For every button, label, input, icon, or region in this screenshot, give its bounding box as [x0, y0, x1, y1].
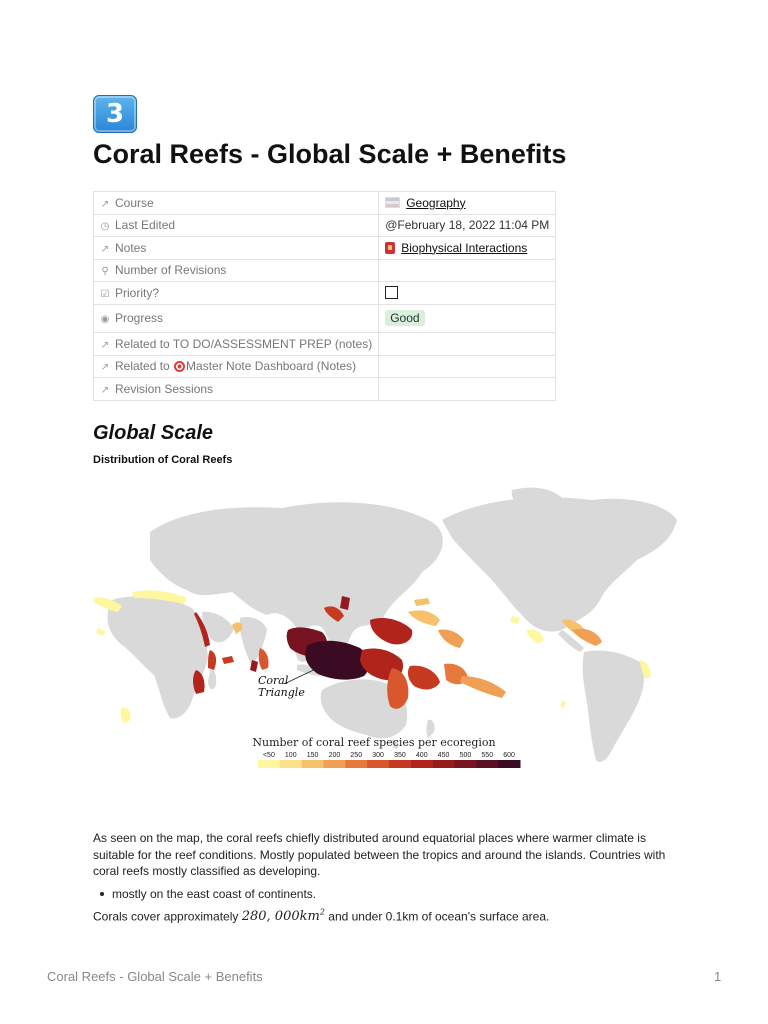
legend-swatch: [302, 760, 324, 768]
list-item: [100, 887, 316, 901]
corals-sentence: [93, 908, 549, 924]
legend-swatch: [258, 760, 280, 768]
book-icon: [385, 242, 395, 254]
coral-reef-map-svg: [92, 480, 682, 810]
math-exponent: 2: [319, 908, 325, 917]
legend-swatch: [280, 760, 302, 768]
legend-label: 550: [481, 752, 494, 759]
legend-label: 350: [394, 752, 406, 759]
body-paragraph: As seen on the map, the coral reefs chiefly distributed around equatorial places where warmer climate is suitable for the reef conditions. Mostly populated between the tropics and around the islands. Countries with coral reefs mostly classified as developing.: [93, 831, 666, 878]
corals-math: [242, 909, 325, 924]
arrow-northeast-icon: ↗: [100, 339, 110, 351]
legend-swatch: [324, 760, 346, 768]
property-label: Related to: [115, 359, 174, 374]
properties-table: [93, 191, 556, 401]
legend-swatch: [411, 760, 433, 768]
target-icon: [174, 361, 185, 372]
legend-label: 250: [350, 752, 363, 759]
search-icon: ⚲: [101, 266, 109, 278]
legend-labels: [263, 752, 515, 759]
keycap-3-icon: 3: [93, 95, 137, 133]
footer-page-number: 1: [714, 969, 722, 984]
legend-label: 450: [437, 752, 450, 759]
course-link[interactable]: Geography: [406, 195, 466, 210]
corals-text-after: and under 0.1km of ocean's surface area.: [324, 909, 550, 924]
last-edited-value: @February 18, 2022 11:04 PM: [379, 214, 556, 237]
legend-label: 150: [306, 752, 319, 759]
property-row-last-edited[interactable]: [94, 214, 556, 237]
legend-label: 500: [459, 752, 472, 759]
legend-swatch: [367, 760, 389, 768]
related-dashboard-value[interactable]: [379, 355, 556, 378]
arrow-northeast-icon: ↗: [100, 198, 110, 210]
related-todo-value[interactable]: [379, 332, 556, 355]
property-label: Progress: [115, 311, 164, 325]
property-label: Course: [115, 195, 154, 210]
checkbox-icon: ☑: [100, 288, 110, 300]
legend-swatches: [258, 760, 521, 768]
property-row-related-dashboard[interactable]: [94, 355, 556, 378]
property-row-priority[interactable]: [94, 282, 556, 305]
property-row-revision-sessions[interactable]: [94, 378, 556, 401]
property-label: Number of Revisions: [115, 263, 227, 278]
arrow-northeast-icon: ↗: [100, 362, 110, 374]
legend-label: 200: [328, 752, 341, 759]
annotation-coral: Coral: [258, 674, 289, 687]
flag-icon: [385, 197, 400, 208]
clock-icon: ◷: [100, 221, 110, 233]
property-label: Notes: [115, 240, 147, 255]
legend-swatch: [455, 760, 477, 768]
revisions-value[interactable]: [379, 259, 556, 282]
priority-checkbox[interactable]: [385, 286, 398, 299]
corals-text-before: Corals cover approximately: [93, 909, 242, 924]
legend-swatch: [433, 760, 455, 768]
section-heading: Global Scale: [93, 422, 214, 444]
arrow-northeast-icon: ↗: [100, 384, 110, 396]
bullet-icon: [100, 892, 104, 896]
legend-label: 100: [284, 752, 297, 759]
property-row-progress[interactable]: [94, 304, 556, 332]
property-row-number-of-revisions[interactable]: [94, 259, 556, 282]
page-title: Coral Reefs - Global Scale + Benefits: [93, 139, 567, 169]
property-label: Revision Sessions: [115, 381, 214, 396]
property-label: Related to TO DO/ASSESSMENT PREP (notes): [115, 336, 373, 351]
legend-swatch: [345, 760, 367, 768]
property-label: Priority?: [115, 285, 160, 300]
annotation-triangle: Triangle: [258, 686, 305, 699]
section-subheading: Distribution of Coral Reefs: [93, 454, 233, 466]
progress-tag[interactable]: Good: [385, 310, 424, 326]
property-row-course[interactable]: [94, 192, 556, 215]
footer-title: Coral Reefs - Global Scale + Benefits: [47, 969, 263, 984]
legend-label: <50: [262, 752, 275, 759]
legend-label: 300: [372, 752, 384, 759]
legend-label: 400: [415, 752, 428, 759]
property-label: Last Edited: [115, 218, 176, 233]
legend-swatch: [389, 760, 411, 768]
coral-reef-map: [92, 480, 682, 810]
property-row-related-todo[interactable]: [94, 332, 556, 355]
arrow-northeast-icon: ↗: [100, 243, 110, 255]
notes-link[interactable]: Biophysical Interactions: [401, 240, 528, 255]
property-row-notes[interactable]: [94, 237, 556, 260]
math-base: 280, 000km: [241, 909, 320, 925]
legend-title: Number of coral reef species per ecoregion: [252, 736, 496, 749]
status-icon: ◉: [100, 314, 110, 325]
bullet-text: mostly on the east coast of continents.: [112, 887, 317, 901]
legend-swatch: [498, 760, 520, 768]
property-label-cont: Master Note Dashboard (Notes): [186, 359, 357, 374]
revision-sessions-value[interactable]: [379, 378, 556, 401]
legend-swatch: [476, 760, 498, 768]
legend-label: 600: [503, 752, 515, 759]
